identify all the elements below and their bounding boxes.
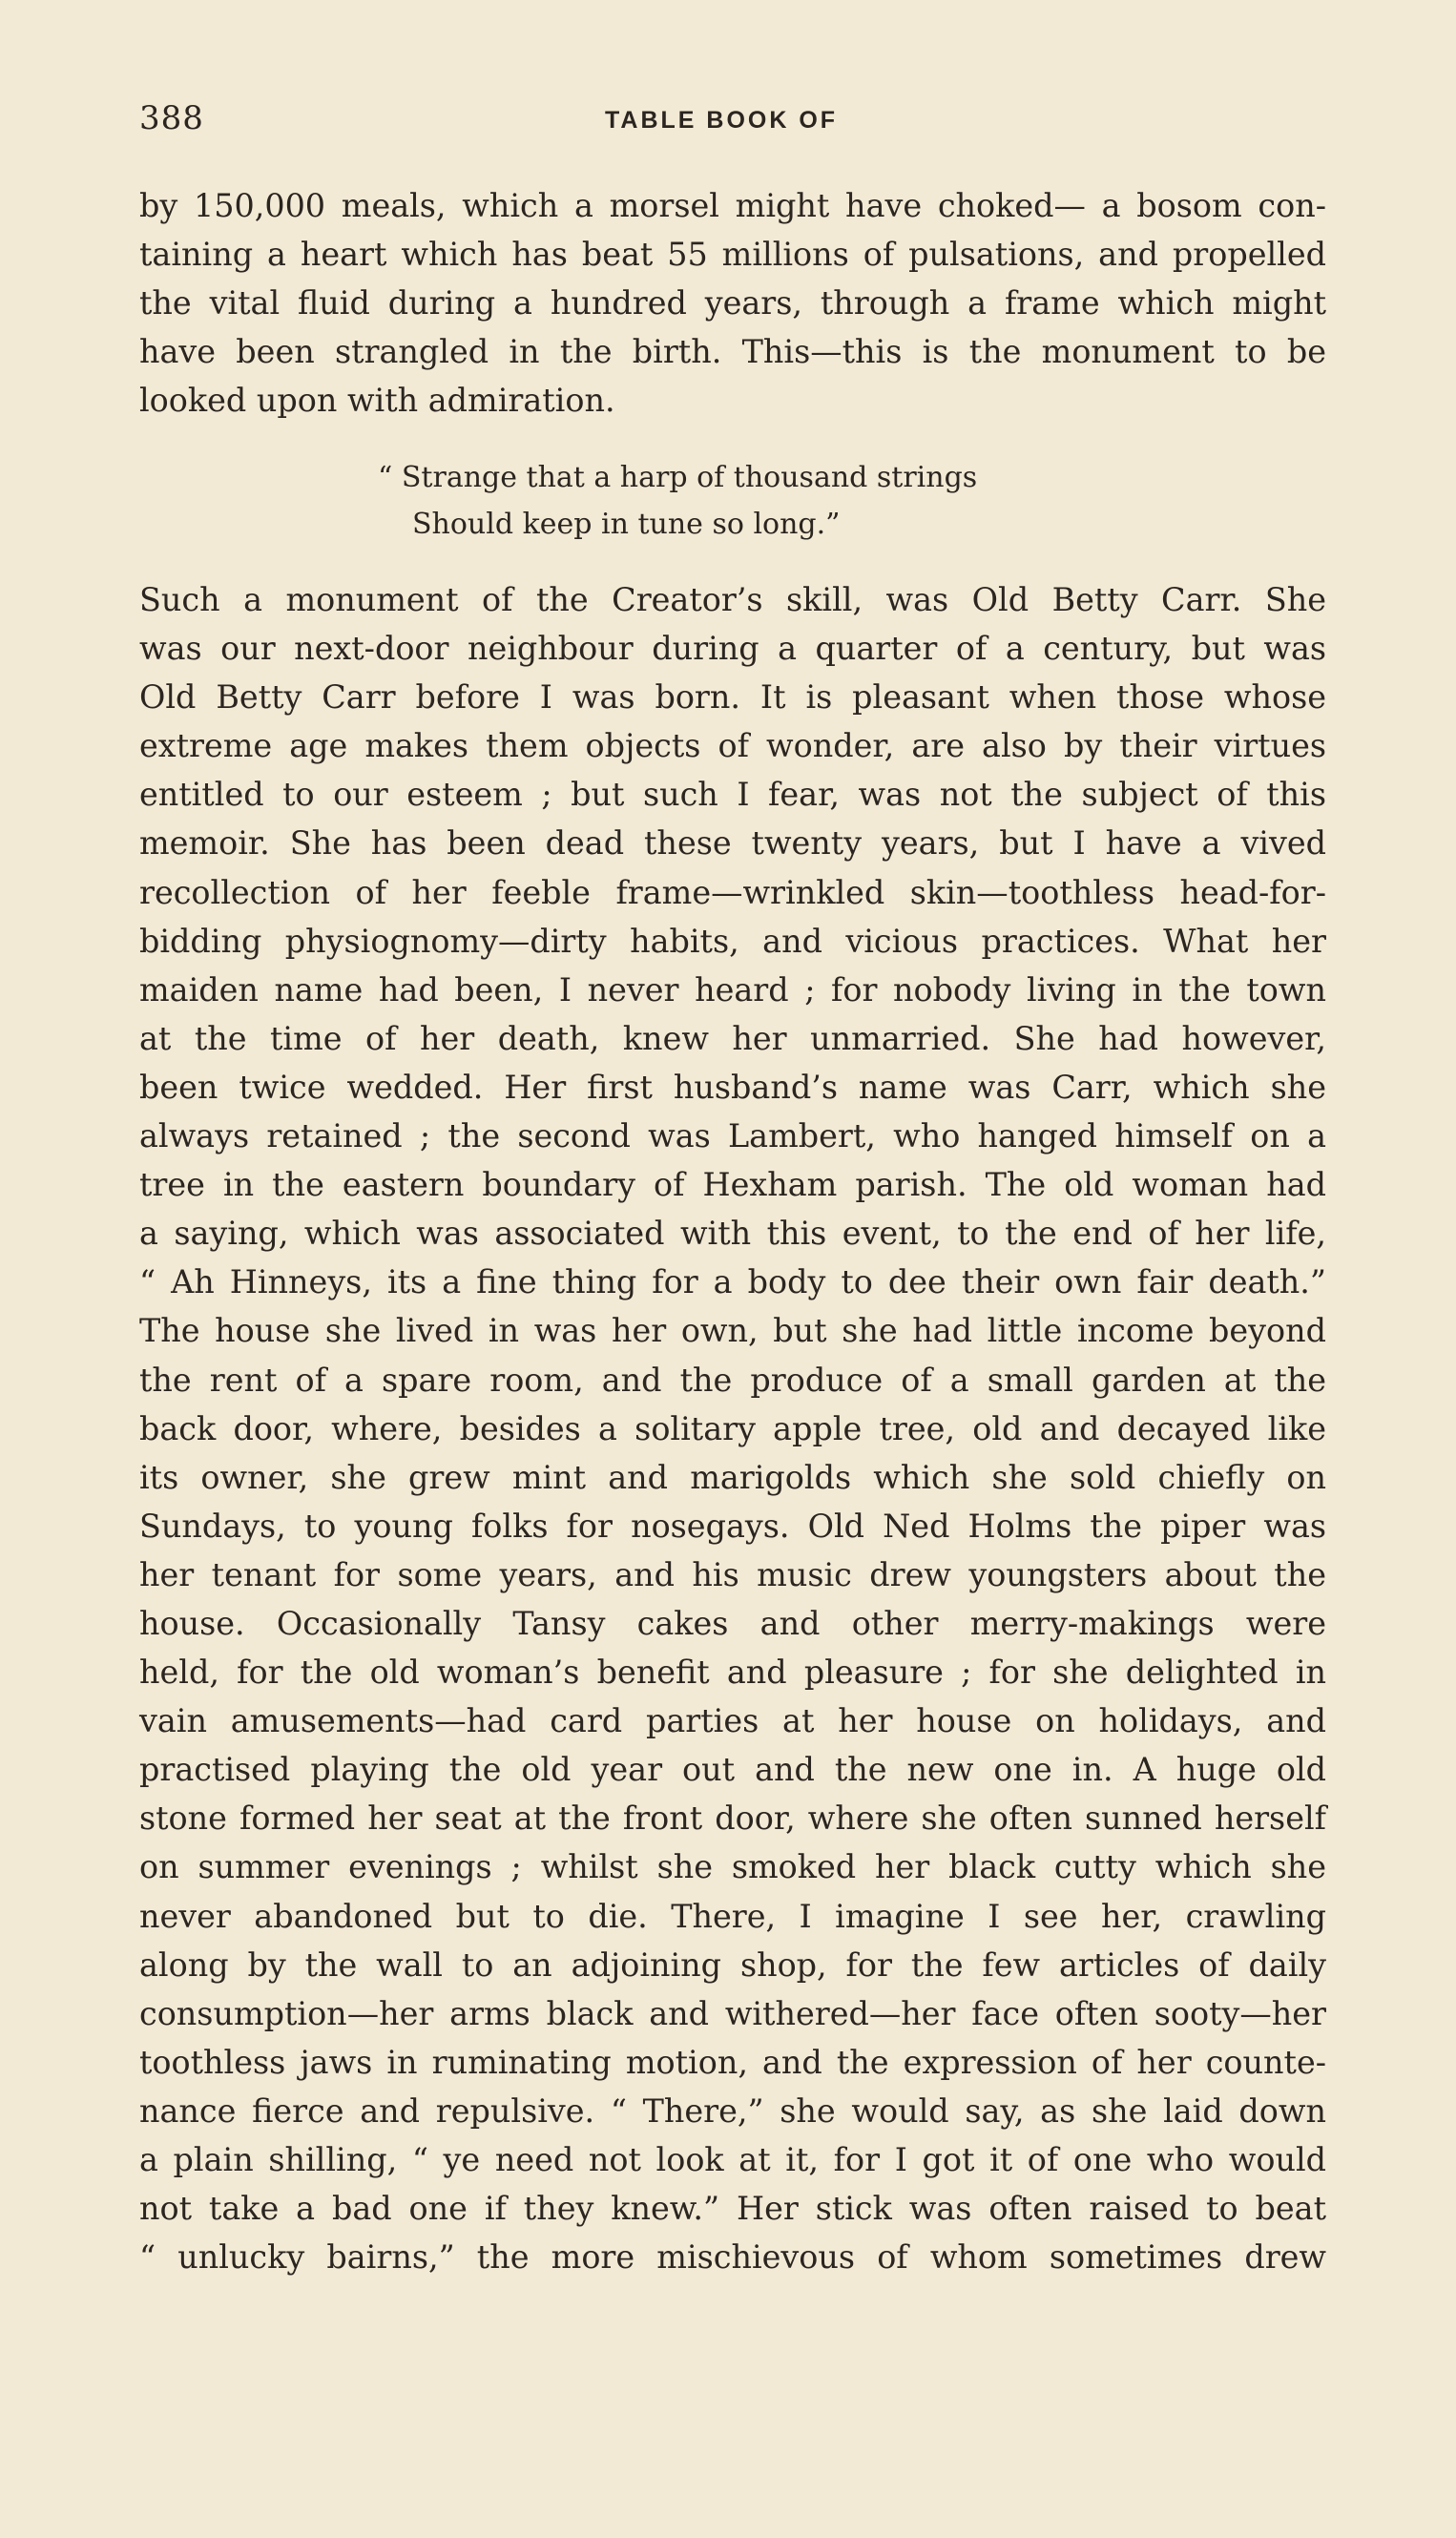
text-line: her tenant for some years, and his music drew youngsters about the xyxy=(139,1555,1326,1593)
text-line: Old Betty Carr before I was born. It is pleasant when those whose xyxy=(139,678,1326,717)
text-line: by 150,000 meals, which a morsel might have choked— a bosom con- xyxy=(139,187,1326,224)
text-line: held, for the old woman’s benefit and pleasure ; for she delighted in xyxy=(139,1654,1326,1692)
text-line: maiden name had been, I never heard ; for nobody living in the town xyxy=(139,970,1326,1009)
text-line: toothless jaws in ruminating motion, and the expression of her counte- xyxy=(139,2043,1326,2081)
text-line: bidding physiognomy—dirty habits, and vicious practices. What her xyxy=(139,922,1326,960)
text-line: stone formed her seat at the front door, where she often sunned herself xyxy=(139,1799,1326,1838)
text-line: tree in the eastern boundary of Hexham parish. The old woman had xyxy=(139,1166,1326,1204)
text-line: “ unlucky bairns,” the more mischievous of whom sometimes drew xyxy=(139,2238,1326,2277)
text-line: memoir. She has been dead these twenty years, but I have a vived xyxy=(139,824,1326,863)
text-line: entitled to our esteem ; but such I fear, was not the subject of this xyxy=(139,776,1326,814)
text-line: its owner, she grew mint and marigolds which she sold chiefly on xyxy=(139,1458,1326,1496)
text-line: was our next-door neighbour during a quarter of a century, but was xyxy=(139,630,1326,668)
text-line: extreme age makes them objects of wonder, are also by their virtues xyxy=(139,727,1326,765)
text-line: consumption—her arms black and withered—her face often sooty—her xyxy=(139,1994,1326,2032)
text-line: been twice wedded. Her first husband’s name was Carr, which she xyxy=(139,1068,1326,1106)
text-line: practised playing the old year out and the new one in. A huge old xyxy=(139,1751,1326,1789)
text-line: at the time of her death, knew her unmarried. She had however, xyxy=(139,1019,1326,1057)
text-line: a plain shilling, “ ye need not look at it, for I got it of one who would xyxy=(139,2141,1326,2178)
text-line: looked upon with admiration. xyxy=(139,382,615,420)
verse-quote xyxy=(139,454,1326,548)
text-line: nance fierce and repulsive. “ There,” she would say, as she laid down xyxy=(139,2091,1326,2130)
paragraph-1 xyxy=(139,181,1326,425)
page-header xyxy=(139,99,1332,147)
text-line: vain amusements—had card parties at her house on holidays, and xyxy=(139,1702,1326,1740)
text-line: the rent of a spare room, and the produce of a small garden at the xyxy=(139,1361,1326,1399)
text-line: not take a bad one if they knew.” Her stick was often raised to beat xyxy=(139,2190,1326,2228)
text-line: house. Occasionally Tansy cakes and other merry-makings were xyxy=(139,1604,1326,1642)
text-line: never abandoned but to die. There, I imagine I see her, crawling xyxy=(139,1897,1326,1935)
text-line: on summer evenings ; whilst she smoked her black cutty which she xyxy=(139,1848,1326,1886)
page-number: 388 xyxy=(139,99,204,137)
text-line: along by the wall to an adjoining shop, for the few articles of daily xyxy=(139,1945,1326,1984)
text-line: have been strangled in the birth. This—this is the monument to be xyxy=(139,333,1326,371)
text-line: taining a heart which has beat 55 millions of pulsations, and propelled xyxy=(139,236,1326,274)
text-line: the vital fluid during a hundred years, through a frame which might xyxy=(139,284,1326,322)
text-line: “ Ah Hinneys, its a fine thing for a body to dee their own fair death.” xyxy=(139,1263,1326,1301)
text-line: recollection of her feeble frame—wrinkled skin—toothless head-for- xyxy=(139,873,1326,911)
text-line: Such a monument of the Creator’s skill, was Old Betty Carr. She xyxy=(139,581,1326,618)
running-head: TABLE BOOK OF xyxy=(605,107,839,134)
text-line: Sundays, to young folks for nosegays. Old Ned Holms the piper was xyxy=(139,1507,1326,1545)
verse-line: Should keep in tune so long.” xyxy=(412,508,841,541)
paragraph-2 xyxy=(139,575,1326,2281)
text-line: always retained ; the second was Lambert, who hanged himself on a xyxy=(139,1117,1326,1155)
text-line: The house she lived in was her own, but she had little income beyond xyxy=(139,1312,1326,1350)
verse-line: “ Strange that a harp of thousand strings xyxy=(378,461,978,494)
text-line: back door, where, besides a solitary apple tree, old and decayed like xyxy=(139,1409,1326,1447)
text-line: a saying, which was associated with this event, to the end of her life, xyxy=(139,1215,1326,1253)
